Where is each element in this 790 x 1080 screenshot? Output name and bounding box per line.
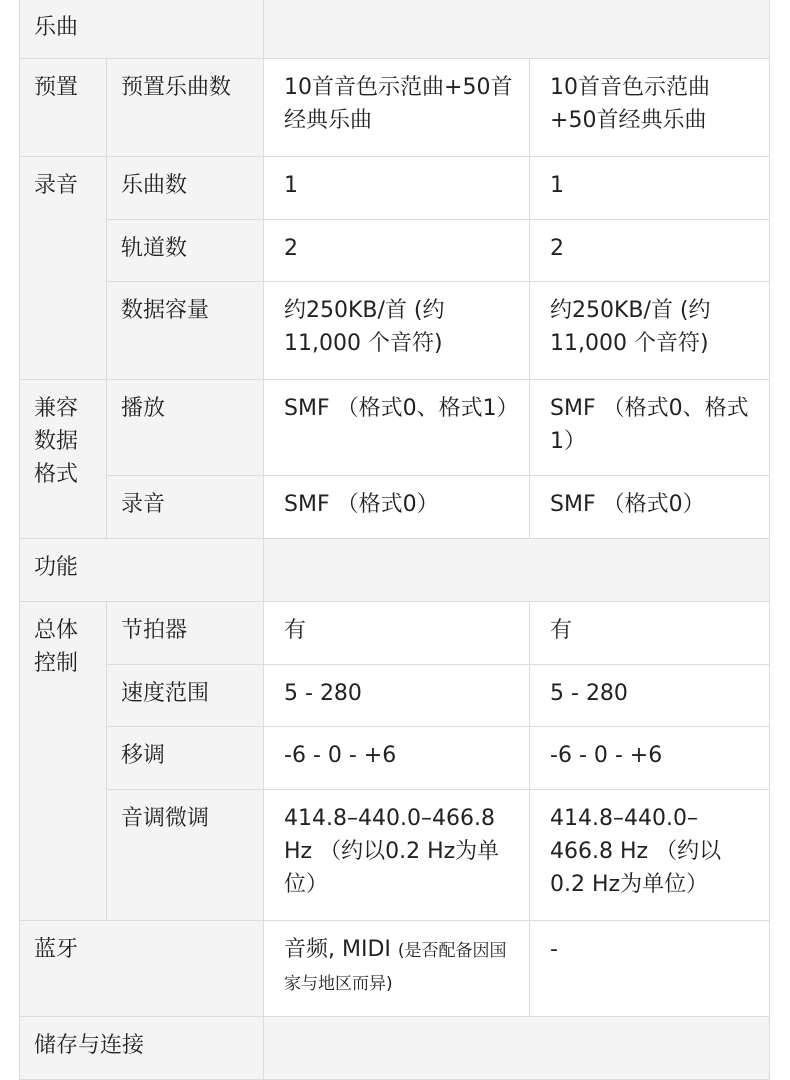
section-filler xyxy=(264,0,770,59)
section-row-storage xyxy=(20,1017,770,1080)
group-label-data-format: 兼容数据格式 xyxy=(20,380,107,539)
row-label-song-count: 乐曲数 xyxy=(107,157,264,220)
table-row-transpose xyxy=(20,727,770,790)
value-a-preset-songs: 10首音色示范曲+50首经典乐曲 xyxy=(264,59,530,157)
row-label-fine-tuning: 音调微调 xyxy=(107,790,264,921)
section-filler xyxy=(264,539,770,602)
value-b-fine-tuning: 414.8–440.0–466.8 Hz （约以0.2 Hz为单位） xyxy=(530,790,770,921)
value-a-bluetooth xyxy=(264,921,530,1017)
section-row-music xyxy=(20,0,770,59)
section-header-music: 乐曲 xyxy=(20,0,264,59)
table-row-format-rec xyxy=(20,476,770,539)
value-b-tempo-range: 5 - 280 xyxy=(530,665,770,727)
table-row-rec-tracks xyxy=(20,220,770,282)
value-a-fine-tuning: 414.8–440.0–466.8 Hz （约以0.2 Hz为单位） xyxy=(264,790,530,921)
value-b-track-count: 2 xyxy=(530,220,770,282)
table-row-rec-songs xyxy=(20,157,770,220)
section-header-storage: 储存与连接 xyxy=(20,1017,264,1080)
group-label-preset: 预置 xyxy=(20,59,107,157)
row-label-bluetooth: 蓝牙 xyxy=(20,921,264,1017)
bluetooth-value-text: 音频, MIDI xyxy=(284,937,391,962)
value-b-record-format: SMF （格式0） xyxy=(530,476,770,539)
section-filler xyxy=(264,1017,770,1080)
value-b-bluetooth: - xyxy=(530,921,770,1017)
table-row-metronome xyxy=(20,602,770,665)
table-row-bluetooth xyxy=(20,921,770,1017)
value-b-playback-format: SMF （格式0、格式1） xyxy=(530,380,770,476)
value-b-transpose: -6 - 0 - +6 xyxy=(530,727,770,790)
section-header-functions: 功能 xyxy=(20,539,264,602)
value-b-song-count: 1 xyxy=(530,157,770,220)
row-label-tempo-range: 速度范围 xyxy=(107,665,264,727)
row-label-data-capacity: 数据容量 xyxy=(107,282,264,380)
table-row-tempo xyxy=(20,665,770,727)
row-label-preset-songs: 预置乐曲数 xyxy=(107,59,264,157)
table-row-rec-capacity xyxy=(20,282,770,380)
row-label-track-count: 轨道数 xyxy=(107,220,264,282)
table-row-format-play xyxy=(20,380,770,476)
value-a-tempo-range: 5 - 280 xyxy=(264,665,530,727)
value-a-song-count: 1 xyxy=(264,157,530,220)
group-label-recording: 录音 xyxy=(20,157,107,380)
row-label-record-format: 录音 xyxy=(107,476,264,539)
value-a-playback-format: SMF （格式0、格式1） xyxy=(264,380,530,476)
table-row-preset xyxy=(20,59,770,157)
value-a-track-count: 2 xyxy=(264,220,530,282)
value-b-metronome: 有 xyxy=(530,602,770,665)
bluetooth-availability-note: (是否配备因国家与地区而异) xyxy=(284,941,507,994)
value-a-record-format: SMF （格式0） xyxy=(264,476,530,539)
value-a-data-capacity: 约250KB/首 (约11,000 个音符) xyxy=(264,282,530,380)
section-row-functions xyxy=(20,539,770,602)
group-label-general-control: 总体控制 xyxy=(20,602,107,921)
row-label-transpose: 移调 xyxy=(107,727,264,790)
value-b-data-capacity: 约250KB/首 (约11,000 个音符) xyxy=(530,282,770,380)
value-a-metronome: 有 xyxy=(264,602,530,665)
value-b-preset-songs: 10首音色示范曲+50首经典乐曲 xyxy=(530,59,770,157)
row-label-playback: 播放 xyxy=(107,380,264,476)
table-row-tuning xyxy=(20,790,770,921)
spec-table xyxy=(19,0,770,1080)
row-label-metronome: 节拍器 xyxy=(107,602,264,665)
value-a-transpose: -6 - 0 - +6 xyxy=(264,727,530,790)
